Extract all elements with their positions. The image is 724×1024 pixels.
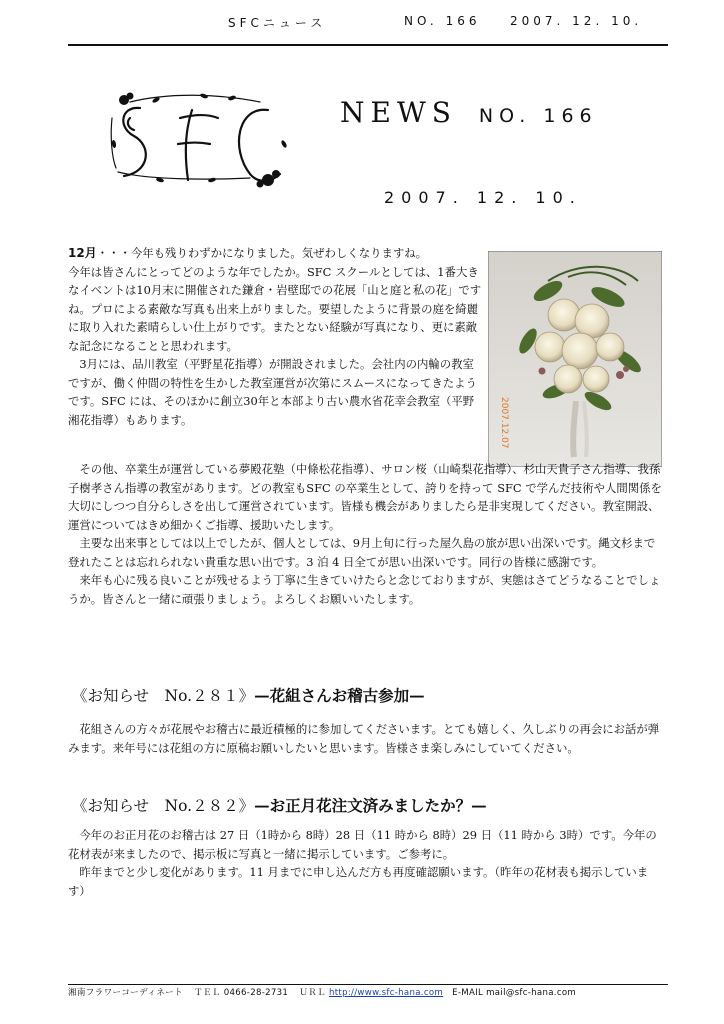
- article-paragraph: [68, 571, 662, 608]
- footer-org: 湘南フラワーコーディネート: [68, 988, 183, 998]
- notice-heading-282: [72, 794, 487, 816]
- footer-tel-label: ＴＥＬ: [193, 988, 221, 998]
- footer-url-label: ＵＲＬ: [299, 988, 326, 998]
- notice-body-282: [68, 826, 662, 900]
- article-p4: 主要な出来事としては以上でしたが、個人としては、9月上旬に行った屋久島の旅が思い出深いです。縄文杉まで登れたことは忘れられない貴重な思い出です。3 泊 4 日全てが思い出深いです。同行の皆様に感謝です。: [68, 536, 656, 569]
- article-p2: 3月には、品川教室（平野星花指導）が開設されました。会社内の内輪の教室ですが、働く仲間の特性を生かした教室運営が次第にスムースになってきたようです。SFC には、そのほかに創立30年と本部より古い農水省花幸会教室（平野湘花指導）もあります。: [68, 357, 477, 427]
- email-link[interactable]: mail@sfc-hana.com: [486, 988, 577, 998]
- header-issue-no: NO. 166: [404, 14, 481, 28]
- running-header: [68, 14, 666, 36]
- article-p3: その他、卒業生が運営している夢殿花塾（中條松花指導）、サロン桜（山崎梨花指導）、杉山天貴子さん指導、我孫子樹孝さん指導の教室があります。どの教室もSFC の卒業生として、誇りを持って SFC で学んだ技術や人間関係を大切にしつつ自分らしさを出して運営されています。皆様も機会がありましたら是非実現してください。教室開設、運営についてはきめ細かくご指導、援助いたします。: [68, 462, 662, 532]
- notice-label: 《お知らせ No.２８１》: [72, 687, 255, 705]
- notice-label: 《お知らせ No.２８２》: [72, 797, 255, 815]
- article-p5: 来年も心に残る良いことが残せるよう丁寧に生きていけたらと念じておりますが、実態はさてどうなることでしょうか。皆さんと一緒に頑張りましょう。よろしくお願いいたします。: [68, 573, 661, 606]
- notice-text: 今年のお正月花のお稽古は 27 日（1時から 8時）28 日（11 時から 8時）29 日（11 時から 3時）です。今年の花材表が来ましたので、掲示板に写真と一緒に掲示しています。ご参考に。: [68, 828, 657, 861]
- notice-heading-281: [72, 684, 425, 706]
- photo-stamp: 2007.12.07: [499, 397, 509, 449]
- website-link[interactable]: http://www.sfc-hana.com: [328, 988, 444, 998]
- news-label: NEWS: [340, 96, 457, 129]
- notice-paragraph: [68, 826, 662, 863]
- article-lead: 12月: [68, 246, 97, 260]
- notice-title: —花組さんお稽古参加—: [254, 686, 425, 705]
- flower-bouquet-photo: [488, 251, 662, 467]
- article-paragraph: [68, 534, 662, 571]
- sfc-logo-icon: [100, 88, 300, 198]
- footer-rule: [68, 984, 668, 985]
- header-date: 2007. 12. 10.: [510, 14, 643, 28]
- article-p1-rest: 今年は皆さんにとってどのような年でしたか。SFC スクールとしては、1番大きなイベントは10月末に開催された鎌倉・岩壁邸での花展「山と庭と私の花」ですね。プロによる素敵な写真も出来上がりました。要望したように背景の庭を綺麗に取り入れた素晴らしい仕上がりです。またとない経験が写真になり、更に素敵な記念になることと思われます。: [68, 264, 482, 353]
- header-rule: [68, 44, 668, 46]
- article-p1-line1: ・・・今年も残りわずかになりました。気ぜわしくなりますね。: [96, 246, 428, 260]
- masthead-issue-no: NO. 166: [478, 105, 598, 127]
- article-intro: [68, 244, 482, 429]
- footer-tel: 0466-28-2731: [223, 988, 289, 998]
- notice-text: 昨年までと少し変化があります。11 月までに申し込んだ方も再度確認願います。（昨年の花材表も掲示しています）: [68, 865, 649, 898]
- masthead-title: [340, 96, 598, 129]
- footer: [68, 986, 668, 998]
- publication-name: SFCニュース: [228, 16, 327, 30]
- article-body: [68, 460, 662, 608]
- notice-body-281: [68, 720, 662, 757]
- masthead-date: 2007. 12. 10.: [384, 188, 582, 207]
- notice-text: 花組さんの方々が花展やお稽古に最近積極的に参加してくださいます。とても嬉しく、久しぶりの再会にお話が弾みます。来年号には花組の方に原稿お願いしたいと思います。皆様さま楽しみにしていてください。: [68, 722, 660, 755]
- article-paragraph: [68, 460, 662, 534]
- notice-paragraph: [68, 863, 662, 900]
- footer-email-label: E-MAIL: [452, 988, 484, 998]
- notice-title: —お正月花注文済みましたか？—: [254, 796, 487, 815]
